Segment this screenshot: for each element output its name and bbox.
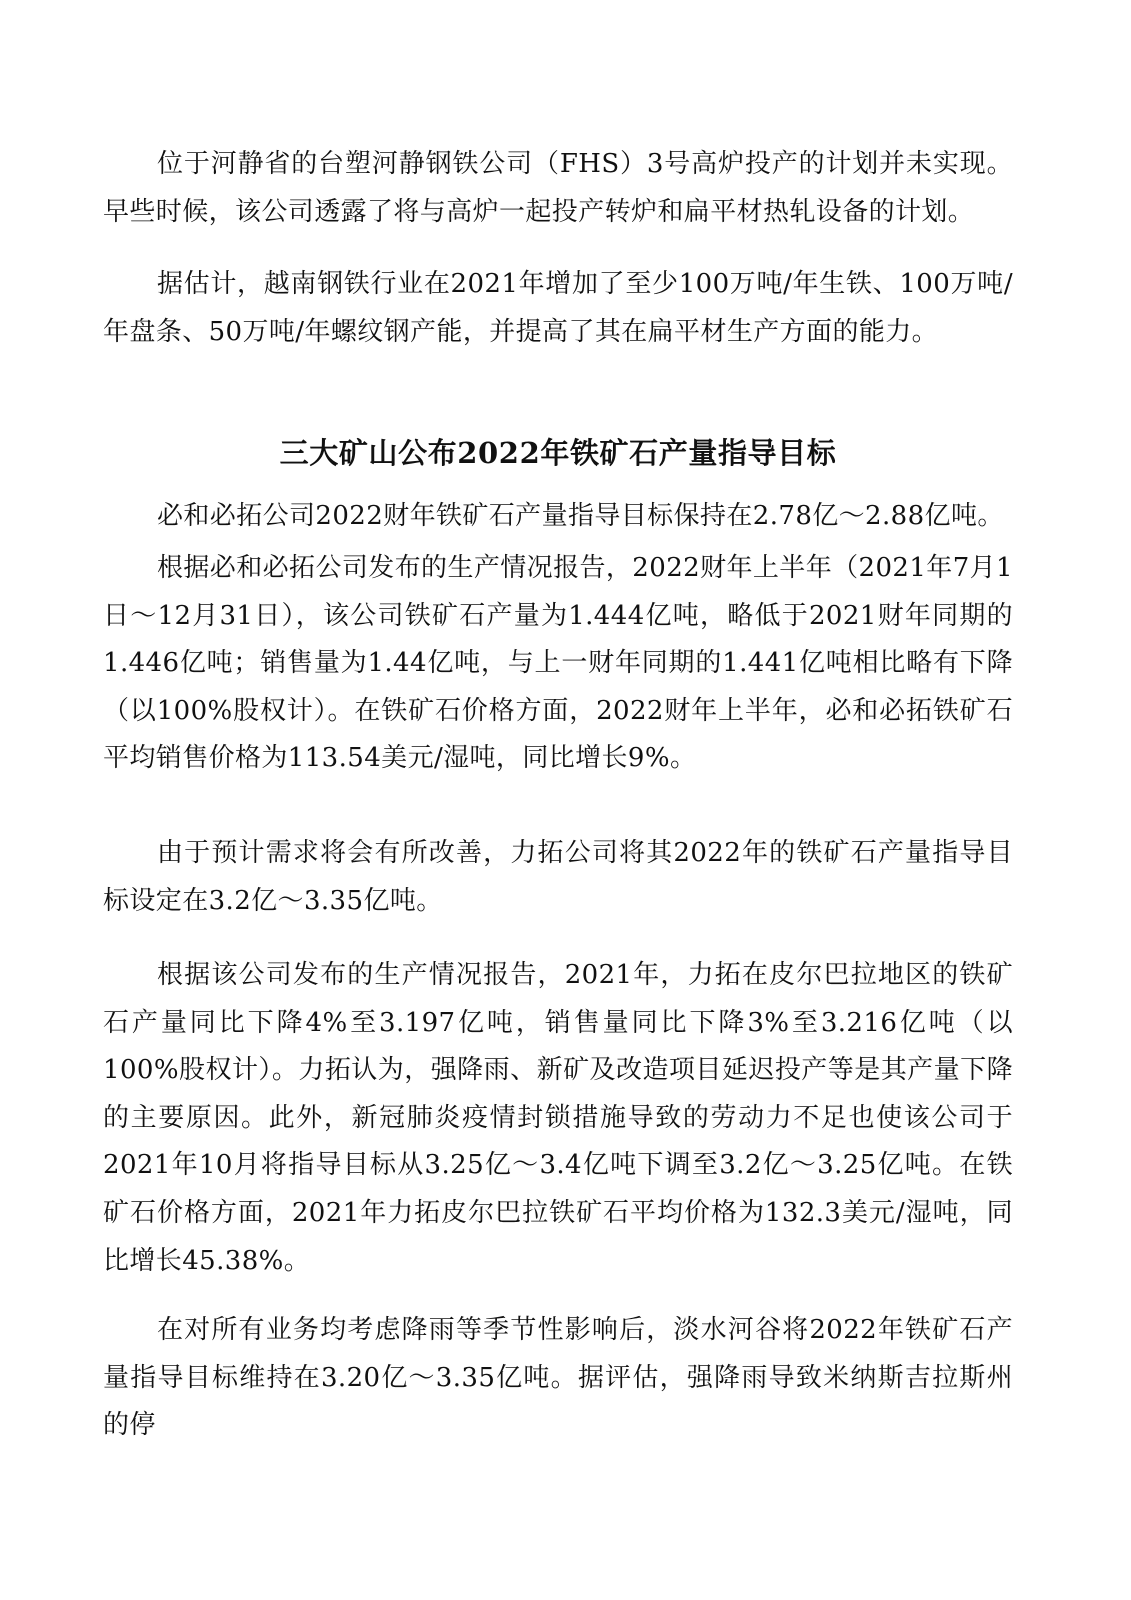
paragraph-fhs-blast-furnace: 位于河静省的台塑河静钢铁公司（FHS）3号高炉投产的计划并未实现。早些时候，该公司透露了将与高炉一起投产转炉和扁平材热轧设备的计划。 <box>103 149 1013 227</box>
paragraph-rio-tinto-guidance: 由于预计需求将会有所改善，力拓公司将其2022年的铁矿石产量指导目标设定在3.2亿～3.35亿吨。 <box>103 838 1013 916</box>
paragraph-vietnam-capacity: 据估计，越南钢铁行业在2021年增加了至少100万吨/年生铁、100万吨/年盘条、50万吨/年螺纹钢产能，并提高了其在扁平材生产方面的能力。 <box>103 269 1013 347</box>
paragraph-bhp-report: 根据必和必拓公司发布的生产情况报告，2022财年上半年（2021年7月1日～12月31日），该公司铁矿石产量为1.444亿吨，略低于2021财年同期的1.446亿吨；销售量为1.44亿吨，与上一财年同期的1.441亿吨相比略有下降（以100%股权计）。在铁矿石价格方面，2022财年上半年，必和必拓铁矿石平均销售价格为113.54美元/湿吨，同比增长9%。 <box>103 553 1013 774</box>
paragraph-rio-tinto-report: 根据该公司发布的生产情况报告，2021年，力拓在皮尔巴拉地区的铁矿石产量同比下降4%至3.197亿吨，销售量同比下降3%至3.216亿吨（以100%股权计）。力拓认为，强降雨、新矿及改造项目延迟投产等是其产量下降的主要原因。此外，新冠肺炎疫情封锁措施导致的劳动力不足也使该公司于2021年10月将指导目标从3.25亿～3.4亿吨下调至3.2亿～3.25亿吨。在铁矿石价格方面，2021年力拓皮尔巴拉铁矿石平均价格为132.3美元/湿吨，同比增长45.38%。 <box>103 960 1013 1276</box>
section-heading: 三大矿山公布2022年铁矿石产量指导目标 <box>279 436 837 470</box>
paragraph-vale-guidance: 在对所有业务均考虑降雨等季节性影响后，淡水河谷将2022年铁矿石产量指导目标维持在3.20亿～3.35亿吨。据评估，强降雨导致米纳斯吉拉斯州的停 <box>103 1315 1013 1441</box>
paragraph-bhp-guidance: 必和必拓公司2022财年铁矿石产量指导目标保持在2.78亿～2.88亿吨。 <box>157 501 1004 531</box>
